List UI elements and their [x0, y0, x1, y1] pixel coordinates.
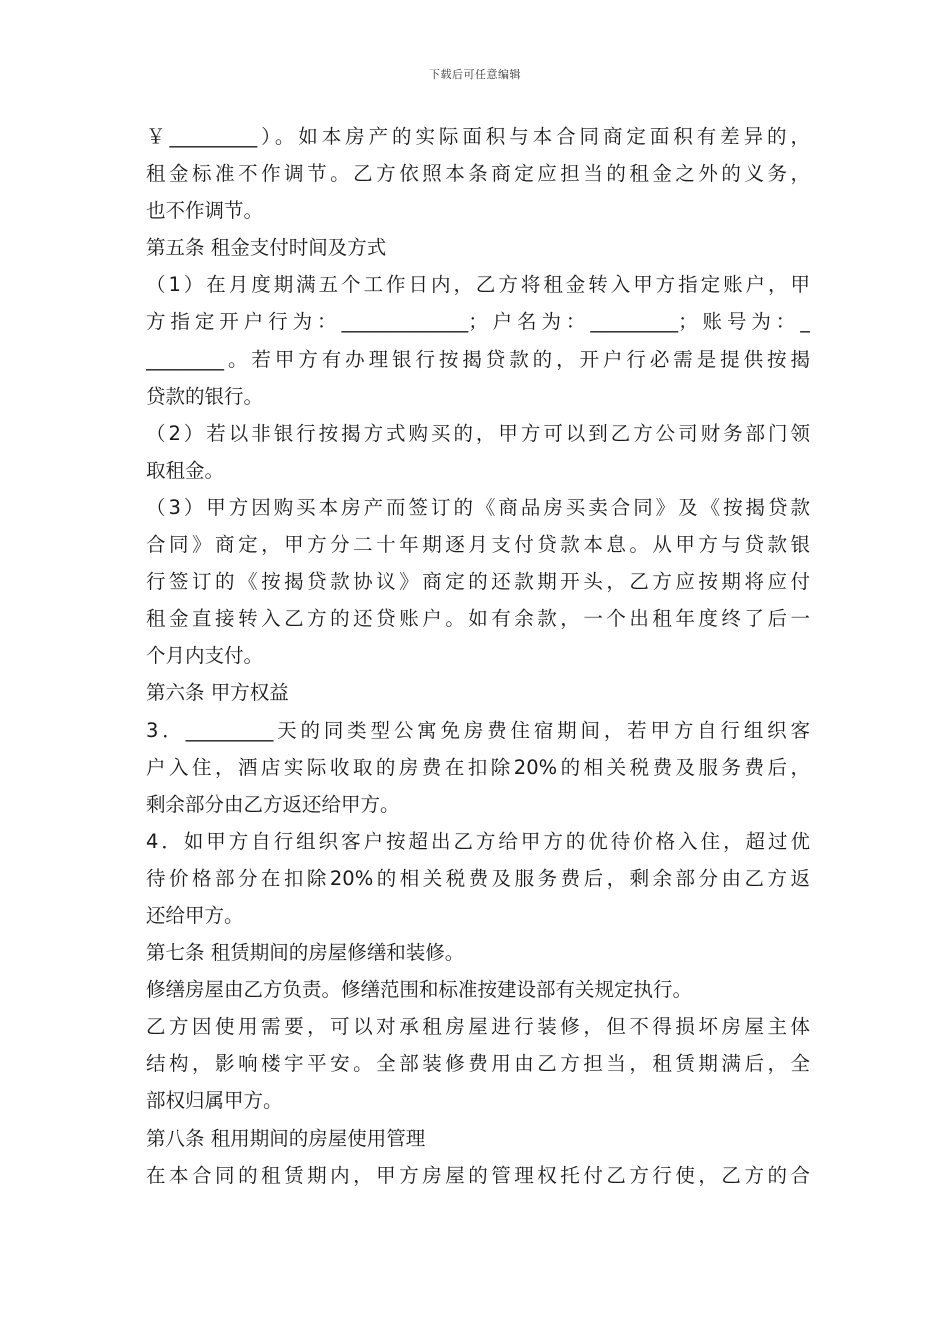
text-line: 个月内支付。 — [146, 644, 264, 668]
text-line: 4．如甲方自行组织客户按超出乙方给甲方的优待价格入住，超过优 — [146, 829, 810, 853]
text-line: 3．_________天的同类型公寓免房费住宿期间，若甲方自行组织客 — [146, 718, 810, 742]
text-line: 部权归属甲方。 — [146, 1089, 283, 1113]
text-line: 还给甲方。 — [146, 903, 244, 927]
text-line: ￥_________）。如本房产的实际面积与本合同商定面积有差异的， — [146, 125, 810, 148]
text-line: 取租金。 — [146, 458, 225, 482]
text-line: 剩余部分由乙方返还给甲方。 — [146, 792, 400, 816]
text-line: 修缮房屋由乙方负责。修缮范围和标准按建设部有关规定执行。 — [146, 978, 693, 1002]
text-line: 结构，影响楼宇平安。全部装修费用由乙方担当，租赁期满后，全 — [146, 1052, 810, 1076]
text-line: 在本合同的租赁期内，甲方房屋的管理权托付乙方行使，乙方的合 — [146, 1163, 810, 1187]
text-line: （2）若以非银行按揭方式购买的，甲方可以到乙方公司财务部门领 — [146, 421, 810, 445]
section-heading: 第六条 甲方权益 — [146, 681, 289, 705]
section-heading: 第五条 租金支付时间及方式 — [146, 236, 387, 260]
text-line: 贷款的银行。 — [146, 384, 264, 408]
text-line: 租金直接转入乙方的还贷账户。如有余款，一个出租年度终了后一 — [146, 607, 810, 631]
text-line: 合同》商定，甲方分二十年期逐月支付贷款本息。从甲方与贷款银 — [146, 533, 810, 557]
text-line: （3）甲方因购买本房产而签订的《商品房买卖合同》及《按揭贷款 — [146, 495, 810, 519]
text-line: 户入住，酒店实际收取的房费在扣除20%的相关税费及服务费后， — [146, 755, 810, 779]
text-line: ________。若甲方有办理银行按揭贷款的，开户行必需是提供按揭 — [146, 347, 810, 371]
text-line: 乙方因使用需要，可以对承租房屋进行装修，但不得损坏房屋主体 — [146, 1015, 810, 1039]
section-heading: 第八条 租用期间的房屋使用管理 — [146, 1126, 426, 1150]
section-heading: 第七条 租赁期间的房屋修缮和装修。 — [146, 941, 465, 965]
text-line: 租金标准不作调节。乙方依照本条商定应担当的租金之外的义务， — [146, 162, 810, 186]
text-line: （1）在月度期满五个工作日内，乙方将租金转入甲方指定账户，甲 — [146, 273, 810, 297]
text-line: 行签订的《按揭贷款协议》商定的还款期开头，乙方应按期将应付 — [146, 570, 810, 594]
text-line: 方指定开户行为：_____________；户名为：_________；账号为：_ — [146, 310, 810, 334]
page-header: 下载后可任意编辑 — [429, 68, 521, 81]
document-body — [146, 118, 810, 1194]
text-line: 待价格部分在扣除20%的相关税费及服务费后，剩余部分由乙方返 — [146, 866, 810, 890]
text-line: 也不作调节。 — [146, 199, 264, 223]
